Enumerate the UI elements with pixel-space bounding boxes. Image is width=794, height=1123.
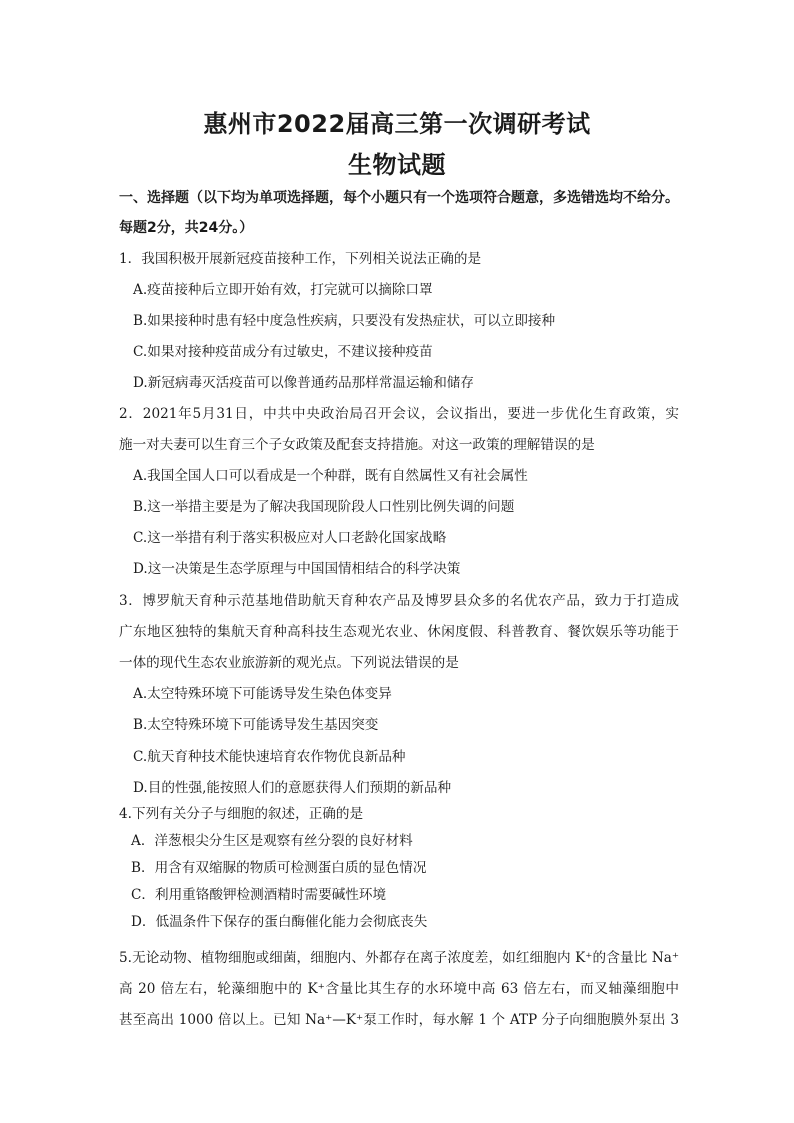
question-2-stem-cont: 施一对夫妻可以生育三个子女政策及配套支持措施。对这一政策的理解错误的是	[119, 437, 595, 453]
question-1-option-a: A.疫苗接种后立即开始有效，打完就可以摘除口罩	[133, 282, 433, 298]
question-1-option-b: B.如果接种时患有轻中度急性疾病，只要没有发热症状，可以立即接种	[133, 313, 556, 329]
question-2-option-c: C.这一举措有利于落实积极应对人口老龄化国家战略	[133, 530, 447, 546]
question-1-option-c: C.如果对接种疫苗成分有过敏史，不建议接种疫苗	[133, 344, 433, 360]
question-5-stem-cont-2: 甚至高出 1000 倍以上。已知 Na⁺—K⁺泵工作时，每水解 1 个 ATP 分子向细胞膜外泵出 3	[119, 1012, 679, 1028]
exam-title: 惠州市2022届高三第一次调研考试	[203, 110, 591, 138]
question-3-option-d: D.目的性强,能按照人们的意愿获得人们预期的新品种	[133, 780, 452, 796]
question-3-stem-cont-1: 广东地区独特的集航天育种高科技生态观光农业、休闲度假、科普教育、餐饮娱乐等功能于	[119, 624, 679, 640]
question-3-stem: 3．博罗航天育种示范基地借助航天育种农产品及博罗县众多的名优农产品，致力于打造成	[119, 593, 679, 609]
question-2-stem: 2．2021年5月31日，中共中央政治局召开会议，会议指出，要进一步优化生育政策，实	[119, 406, 679, 422]
question-4-option-c: C．利用重铬酸钾检测酒精时需要碱性环境	[131, 887, 387, 903]
question-1-stem: 1．我国积极开展新冠疫苗接种工作，下列相关说法正确的是	[119, 251, 482, 267]
question-3-option-b: B.太空特殊环境下可能诱导发生基因突变	[133, 717, 379, 733]
question-1-option-d: D.新冠病毒灭活疫苗可以像普通药品那样常温运输和储存	[133, 375, 474, 391]
section-heading: 一、选择题（以下均为单项选择题，每个小题只有一个选项符合题意，多选错选均不给分。	[119, 190, 679, 206]
question-4-option-d: D．低温条件下保存的蛋白酶催化能力会彻底丧失	[131, 914, 428, 930]
question-2-option-b: B.这一举措主要是为了解决我国现阶段人口性别比例失调的问题	[133, 499, 515, 515]
question-3-option-a: A.太空特殊环境下可能诱导发生染色体变异	[133, 686, 392, 702]
question-2-option-a: A.我国全国人口可以看成是一个种群，既有自然属性又有社会属性	[133, 468, 528, 484]
question-5-stem: 5.无论动物、植物细胞或细菌，细胞内、外都存在离子浓度差，如红细胞内 K⁺的含量比 Na⁺	[119, 950, 679, 966]
section-heading-cont: 每题2分，共24分。）	[119, 220, 254, 236]
question-2-option-d: D.这一决策是生态学原理与中国国情相结合的科学决策	[133, 561, 461, 577]
question-3-stem-cont-2: 一体的现代生态农业旅游新的观光点。下列说法错误的是	[119, 655, 459, 671]
question-5-stem-cont-1: 高 20 倍左右，轮藻细胞中的 K⁺含量比其生存的水环境中高 63 倍左右，而叉轴藻细胞中	[119, 981, 679, 997]
question-4-stem: 4.下列有关分子与细胞的叙述，正确的是	[119, 806, 364, 822]
question-3-option-c: C.航天育种技术能快速培育农作物优良新品种	[133, 749, 406, 765]
question-4-option-b: B．用含有双缩脲的物质可检测蛋白质的显色情况	[131, 860, 427, 876]
exam-subtitle: 生物试题	[348, 151, 446, 179]
question-4-option-a: A．洋葱根尖分生区是观察有丝分裂的良好材料	[131, 833, 413, 849]
